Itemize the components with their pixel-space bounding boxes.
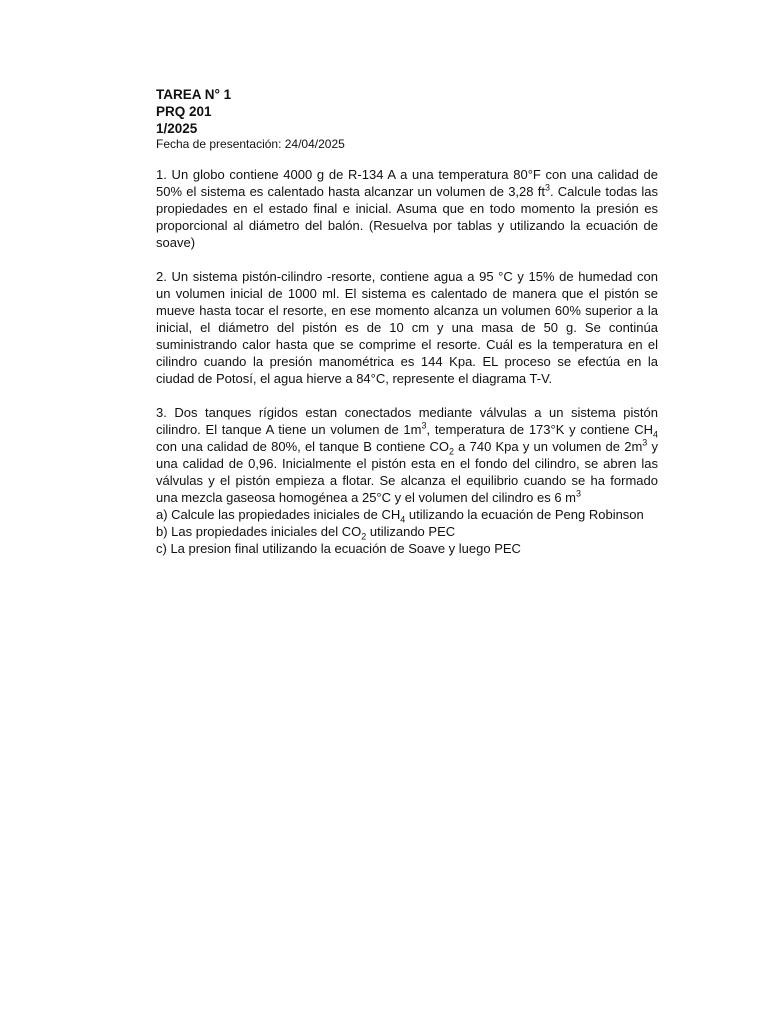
problem-3-text-b: , temperatura de 173°K y contiene CH — [426, 422, 653, 437]
problem-3-text-c: con una calidad de 80%, el tanque B contiene CO — [156, 439, 449, 454]
document-body — [156, 86, 658, 557]
problem-1-text-b: . Calcule todas las propiedades en el estado final e inicial. Asuma que en todo momento la presión es proporcional al diámetro del balón. (Resuelva por tablas y utilizando la ecuación de soave) — [156, 184, 658, 250]
item-a-text-2: utilizando la ecuación de Peng Robinson — [405, 507, 644, 522]
item-b-text-1: b) Las propiedades iniciales del CO — [156, 524, 362, 539]
item-b-sub: 2 — [361, 531, 367, 542]
problem-3-sup-2: 3 — [642, 437, 648, 448]
term: 1/2025 — [156, 121, 198, 136]
problem-3-sub-1: 4 — [652, 429, 658, 440]
problem-3-sup-1: 3 — [421, 420, 427, 431]
item-a-text-1: a) Calcule las propiedades iniciales de CH — [156, 507, 401, 522]
problem-3-sub-2: 2 — [448, 446, 454, 457]
problem-3-item-a — [156, 506, 658, 523]
problem-3-text-d: a 740 Kpa y un volumen de 2m — [453, 439, 643, 454]
problem-1-superscript: 3 — [544, 182, 550, 193]
problem-3-sup-3: 3 — [576, 488, 582, 499]
course-code: PRQ 201 — [156, 104, 212, 119]
problem-1-text-a: 1. Un globo contiene 4000 g de R-134 A a una temperatura 80°F con una calidad de 50% el sistema es calentado hasta alcanzar un volumen de 3,28 ft — [156, 167, 658, 199]
item-b-text-2: utilizando PEC — [366, 524, 456, 539]
problem-3 — [156, 404, 658, 506]
problem-3-text-a: 3. Dos tanques rígidos estan conectados mediante válvulas a un sistema pistón cilindro. El tanque A tiene un volumen de 1m — [156, 405, 658, 437]
assignment-title: TAREA N° 1 — [156, 87, 232, 102]
submission-date: Fecha de presentación: 24/04/2025 — [156, 137, 345, 151]
problem-3-item-b — [156, 523, 658, 540]
problem-3-text-e: y una calidad de 0,96. Inicialmente el pistón esta en el fondo del cilindro, se abren las válvulas y el pistón empieza a flotar. Se alcanza el equilibrio cuando se ha formado una mezcla gaseosa homogénea a 25°C y el volumen del cilindro es 6 m — [156, 439, 658, 505]
problem-3-item-c: c) La presion final utilizando la ecuación de Soave y luego PEC — [156, 541, 521, 556]
item-a-sub: 4 — [400, 514, 406, 525]
problem-2: 2. Un sistema pistón-cilindro -resorte, contiene agua a 95 °C y 15% de humedad con un volumen inicial de 1000 ml. El sistema es calentado de manera que el pistón se mueve hasta tocar el resorte, en ese momento alcanza un volumen 60% superior a la inicial, el diámetro del pistón es de 10 cm y una masa de 50 g. Se continúa suministrando calor hasta que se comprime el resorte. Cuál es la temperatura en el cilindro cuando la presión manométrica es 144 Kpa. EL proceso se efectúa en la ciudad de Potosí, el agua hierve a 84°C, represente el diagrama T-V. — [156, 269, 658, 386]
problem-1 — [156, 166, 658, 251]
